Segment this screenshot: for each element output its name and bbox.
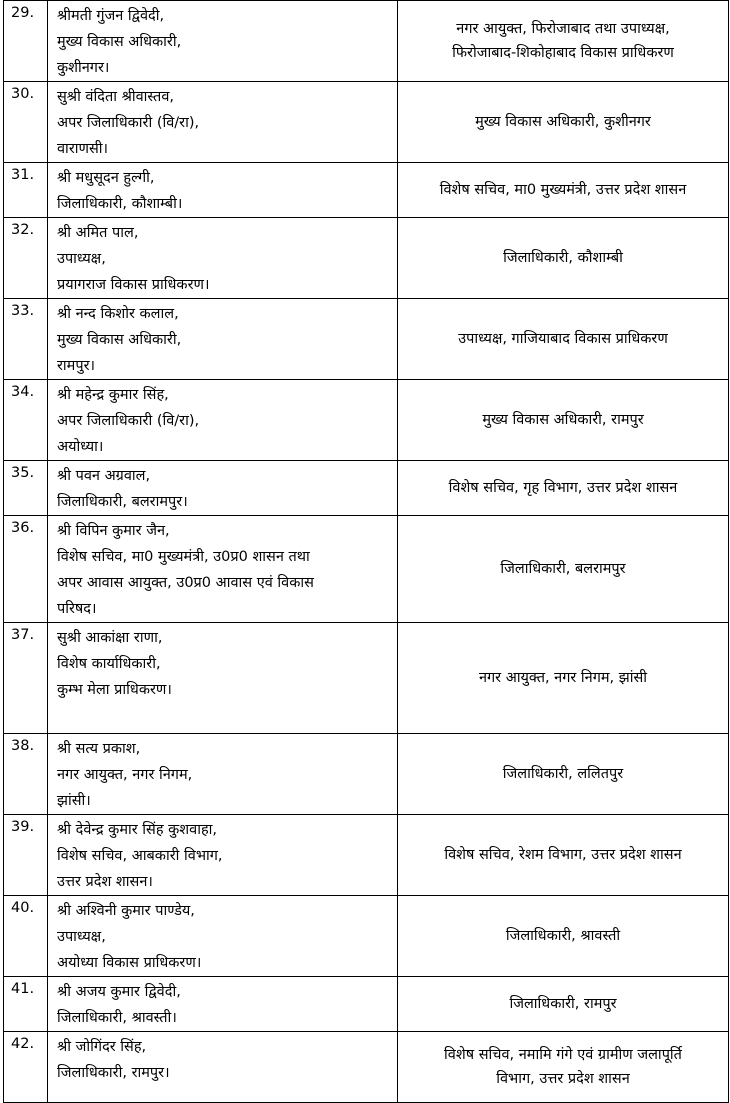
officer-cell [48, 82, 398, 163]
new-posting-line: जिलाधिकारी, कौशाम्बी [503, 250, 623, 266]
officer-line: जिलाधिकारी, बलरामपुर। [57, 494, 188, 510]
serial-number-cell [4, 896, 48, 977]
officer-line: उपाध्यक्ष, [57, 251, 106, 267]
new-posting-line: विभाग, उत्तर प्रदेश शासन [496, 1071, 630, 1087]
serial-number-cell [4, 1032, 48, 1103]
serial-number: 30. [11, 86, 35, 102]
new-posting-cell [398, 1032, 729, 1103]
new-posting-cell [398, 623, 729, 734]
transfer-table [3, 0, 729, 1103]
serial-number: 40. [11, 900, 35, 916]
new-posting-cell [398, 1, 729, 82]
officer-line: विशेष सचिव, आबकारी विभाग, [57, 848, 223, 864]
serial-number: 33. [11, 303, 35, 319]
officer-line: वाराणसी। [57, 141, 109, 157]
table-row [4, 163, 729, 218]
serial-number: 29. [11, 5, 35, 21]
new-posting-cell [398, 218, 729, 299]
officer-cell [48, 815, 398, 896]
officer-line: उत्तर प्रदेश शासन। [57, 874, 153, 890]
officer-line: जिलाधिकारी, कौशाम्बी। [57, 196, 183, 212]
serial-number-cell [4, 380, 48, 461]
table-row [4, 623, 729, 734]
new-posting-cell [398, 163, 729, 218]
officer-cell [48, 163, 398, 218]
serial-number-cell [4, 734, 48, 815]
officer-line: श्री मधुसूदन हुल्गी, [57, 170, 155, 186]
serial-number-cell [4, 82, 48, 163]
new-posting-line: मुख्य विकास अधिकारी, कुशीनगर [475, 114, 651, 130]
officer-line: अपर जिलाधिकारी (वि/रा), [57, 413, 200, 429]
new-posting-line: जिलाधिकारी, रामपुर [509, 996, 617, 1012]
table-row [4, 1032, 729, 1103]
officer-line: जिलाधिकारी, रामपुर। [57, 1065, 170, 1081]
officer-line: श्री जोगिंदर सिंह, [57, 1039, 147, 1055]
table-row [4, 516, 729, 623]
officer-line: परिषद। [57, 601, 97, 617]
serial-number-cell [4, 299, 48, 380]
serial-number: 37. [11, 627, 35, 643]
officer-line: कुम्भ मेला प्राधिकरण। [57, 682, 172, 698]
officer-cell [48, 896, 398, 977]
officer-line: प्रयागराज विकास प्राधिकरण। [57, 277, 210, 293]
officer-line: श्री अश्विनी कुमार पाण्डेय, [57, 903, 195, 919]
officer-cell [48, 1032, 398, 1103]
serial-number-cell [4, 218, 48, 299]
serial-number-cell [4, 1, 48, 82]
table-row [4, 977, 729, 1032]
serial-number-cell [4, 815, 48, 896]
officer-line: श्री विपिन कुमार जैन, [57, 523, 170, 539]
serial-number: 36. [11, 520, 35, 536]
officer-line: अयोध्या विकास प्राधिकरण। [57, 955, 202, 971]
new-posting-line: विशेष सचिव, मा0 मुख्यमंत्री, उत्तर प्रदेश शासन [439, 182, 687, 198]
serial-number-cell [4, 461, 48, 516]
table-row [4, 1, 729, 82]
officer-line: विशेष कार्याधिकारी, [57, 656, 161, 672]
table-row [4, 734, 729, 815]
officer-line: अयोध्या। [57, 439, 104, 455]
officer-line: श्री अजय कुमार द्विवेदी, [57, 984, 181, 1000]
new-posting-cell [398, 461, 729, 516]
table-row [4, 299, 729, 380]
new-posting-cell [398, 896, 729, 977]
new-posting-line: फिरोजाबाद-शिकोहाबाद विकास प्राधिकरण [452, 45, 674, 61]
officer-cell [48, 977, 398, 1032]
serial-number-cell [4, 977, 48, 1032]
serial-number: 32. [11, 222, 35, 238]
new-posting-line: नगर आयुक्त, फिरोजाबाद तथा उपाध्यक्ष, [456, 21, 670, 37]
officer-line: कुशीनगर। [57, 60, 110, 76]
officer-cell [48, 380, 398, 461]
new-posting-line: उपाध्यक्ष, गाजियाबाद विकास प्राधिकरण [458, 331, 668, 347]
officer-line: उपाध्यक्ष, [57, 929, 106, 945]
new-posting-line: मुख्य विकास अधिकारी, रामपुर [482, 412, 644, 428]
officer-line: सुश्री आकांक्षा राणा, [57, 630, 163, 646]
officer-line: झांसी। [57, 793, 91, 809]
serial-number-cell [4, 516, 48, 623]
officer-line: मुख्य विकास अधिकारी, [57, 332, 182, 348]
officer-cell [48, 299, 398, 380]
officer-cell [48, 218, 398, 299]
serial-number: 31. [11, 167, 35, 183]
officer-line: रामपुर। [57, 358, 96, 374]
officer-line: मुख्य विकास अधिकारी, [57, 34, 182, 50]
serial-number: 34. [11, 384, 35, 400]
new-posting-cell [398, 516, 729, 623]
officer-line: श्रीमती गुंजन द्विवेदी, [57, 8, 165, 24]
officer-cell [48, 461, 398, 516]
officer-line: अपर आवास आयुक्त, उ0प्र0 आवास एवं विकास [57, 575, 314, 591]
serial-number: 38. [11, 738, 35, 754]
officer-line: श्री नन्द किशोर कलाल, [57, 306, 179, 322]
new-posting-line: जिलाधिकारी, श्रावस्ती [505, 928, 621, 944]
officer-line: श्री सत्य प्रकाश, [57, 741, 141, 757]
officer-cell [48, 516, 398, 623]
new-posting-cell [398, 380, 729, 461]
serial-number-cell [4, 163, 48, 218]
new-posting-cell [398, 82, 729, 163]
serial-number: 35. [11, 465, 35, 481]
officer-line: श्री देवेन्द्र कुमार सिंह कुशवाहा, [57, 822, 218, 838]
new-posting-cell [398, 299, 729, 380]
officer-line: सुश्री वंदिता श्रीवास्तव, [57, 89, 174, 105]
new-posting-cell [398, 977, 729, 1032]
serial-number-cell [4, 623, 48, 734]
table-row [4, 380, 729, 461]
table-row [4, 815, 729, 896]
table-row [4, 218, 729, 299]
table-body [4, 1, 729, 1103]
officer-line: अपर जिलाधिकारी (वि/रा), [57, 115, 200, 131]
new-posting-line: नगर आयुक्त, नगर निगम, झांसी [478, 670, 648, 686]
officer-line: श्री अमित पाल, [57, 225, 139, 241]
new-posting-line: जिलाधिकारी, बलरामपुर [500, 561, 626, 577]
new-posting-line: विशेष सचिव, गृह विभाग, उत्तर प्रदेश शासन [448, 480, 678, 496]
new-posting-cell [398, 734, 729, 815]
new-posting-line: विशेष सचिव, रेशम विभाग, उत्तर प्रदेश शासन [444, 847, 682, 863]
officer-cell [48, 623, 398, 734]
officer-line: नगर आयुक्त, नगर निगम, [57, 767, 193, 783]
table-row [4, 82, 729, 163]
serial-number: 39. [11, 819, 35, 835]
serial-number: 41. [11, 981, 35, 997]
officer-line: विशेष सचिव, मा0 मुख्यमंत्री, उ0प्र0 शासन तथा [57, 549, 310, 565]
officer-cell [48, 734, 398, 815]
new-posting-cell [398, 815, 729, 896]
new-posting-line: जिलाधिकारी, ललितपुर [502, 766, 624, 782]
officer-line: जिलाधिकारी, श्रावस्ती। [57, 1010, 177, 1026]
serial-number: 42. [11, 1036, 35, 1052]
officer-cell [48, 1, 398, 82]
officer-line: श्री पवन अग्रवाल, [57, 468, 151, 484]
officer-line: श्री महेन्द्र कुमार सिंह, [57, 387, 169, 403]
new-posting-line: विशेष सचिव, नमामि गंगे एवं ग्रामीण जलापूर्ति [444, 1047, 682, 1063]
table-row [4, 896, 729, 977]
table-row [4, 461, 729, 516]
